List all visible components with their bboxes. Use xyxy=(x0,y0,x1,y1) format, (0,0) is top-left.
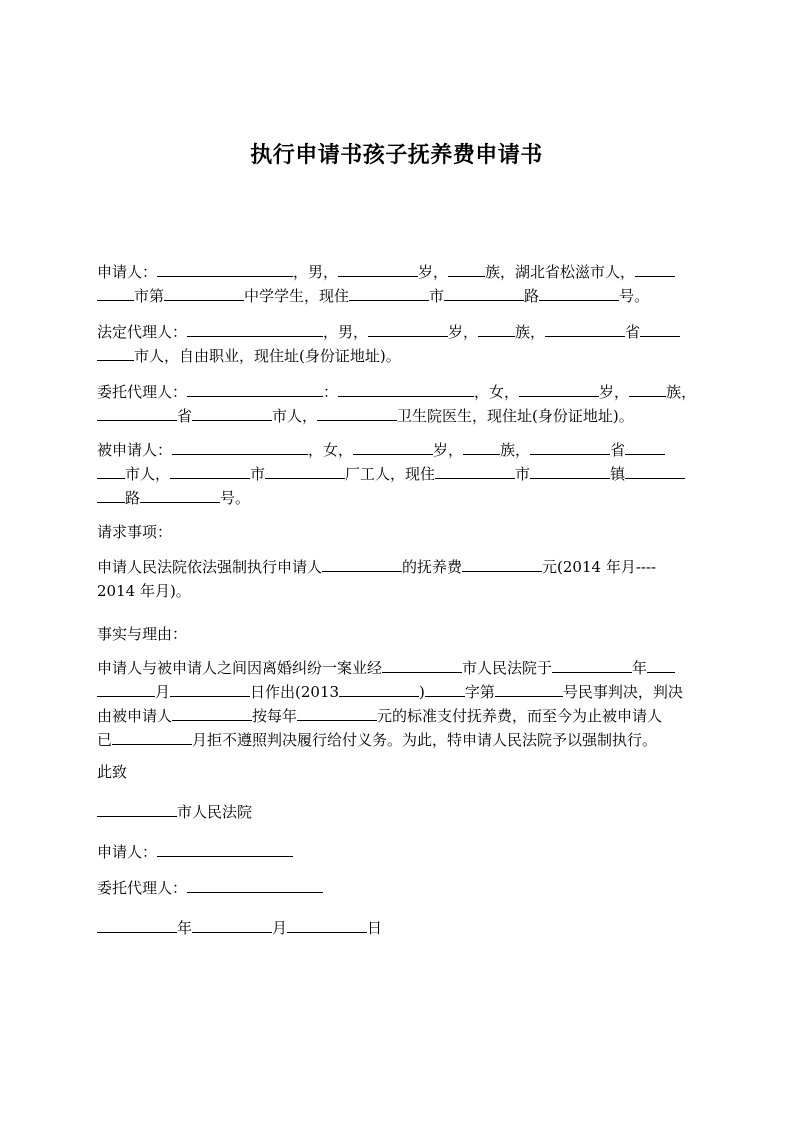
text: 族， xyxy=(515,323,546,341)
blank-field[interactable] xyxy=(647,657,675,673)
text: 号。 xyxy=(619,287,650,305)
blank-field[interactable] xyxy=(97,487,125,503)
blank-field[interactable] xyxy=(349,285,429,301)
blank-field[interactable] xyxy=(495,681,563,697)
agent-paragraph xyxy=(97,380,697,428)
legal-rep-paragraph xyxy=(97,320,697,368)
text: ) xyxy=(419,683,425,701)
text: 元(2014 年月---- xyxy=(542,558,657,576)
blank-field[interactable] xyxy=(164,285,244,301)
text: 省 xyxy=(177,407,193,425)
blank-field[interactable] xyxy=(478,321,515,337)
text: 镇 xyxy=(610,465,626,483)
text: ，男， xyxy=(323,323,369,341)
blank-field[interactable] xyxy=(519,381,599,397)
text: 字第 xyxy=(464,683,495,701)
applicant-label: 申请人： xyxy=(97,263,158,281)
document-title: 执行申请书孩子抚养费申请书 xyxy=(250,143,543,168)
blank-field[interactable] xyxy=(462,556,542,572)
blank-field[interactable] xyxy=(552,657,632,673)
text: 市 xyxy=(515,465,531,483)
text: 号。 xyxy=(220,489,251,507)
text: 元的标准支付抚养费，而至今为止被申请人 xyxy=(377,707,663,725)
blank-field[interactable] xyxy=(97,463,125,479)
day-label: 日 xyxy=(367,919,383,937)
text: 市 xyxy=(250,465,266,483)
blank-field[interactable] xyxy=(297,705,377,721)
text: 族，湖北省松滋市人， xyxy=(485,263,636,281)
blank-field[interactable] xyxy=(192,405,272,421)
text: ，女， xyxy=(308,441,354,459)
blank-field[interactable] xyxy=(425,681,465,697)
text: 省 xyxy=(610,441,626,459)
text: 按每年 xyxy=(252,707,298,725)
blank-field[interactable] xyxy=(530,439,610,455)
blank-field[interactable] xyxy=(463,439,500,455)
text: ： xyxy=(323,383,339,401)
blank-field[interactable] xyxy=(192,917,272,933)
blank-field[interactable] xyxy=(629,381,666,397)
blank-field[interactable] xyxy=(338,261,418,277)
text: 族， xyxy=(666,383,697,401)
applicant-paragraph xyxy=(97,260,697,308)
blank-field[interactable] xyxy=(97,405,177,421)
blank-field[interactable] xyxy=(625,439,665,455)
court-label: 市人民法院 xyxy=(177,803,253,821)
blank-field[interactable] xyxy=(635,261,675,277)
text: 号民事判决，判决 xyxy=(562,683,683,701)
text: 族， xyxy=(500,441,531,459)
legal-rep-label: 法定代理人： xyxy=(97,323,188,341)
blank-field[interactable] xyxy=(140,487,220,503)
text: 市人， xyxy=(272,407,318,425)
month-label: 月 xyxy=(272,919,288,937)
text: ，女， xyxy=(474,383,520,401)
blank-field[interactable] xyxy=(157,841,293,857)
year-label: 年 xyxy=(177,919,193,937)
agent-signature-label: 委托代理人： xyxy=(97,879,188,897)
blank-field[interactable] xyxy=(353,439,433,455)
blank-field[interactable] xyxy=(339,681,419,697)
text: 市第 xyxy=(134,287,165,305)
text: 岁， xyxy=(433,441,464,459)
court-line xyxy=(97,800,697,824)
blank-field[interactable] xyxy=(170,463,250,479)
blank-field[interactable] xyxy=(530,463,610,479)
text: 市人民法院于 xyxy=(462,659,553,677)
text: 省 xyxy=(625,323,641,341)
text: 申请人民法院依法强制执行申请人 xyxy=(97,558,323,576)
blank-field[interactable] xyxy=(368,321,448,337)
blank-field[interactable] xyxy=(448,261,485,277)
text: 日作出(2013 xyxy=(250,683,340,701)
claims-paragraph xyxy=(97,555,697,603)
blank-field[interactable] xyxy=(187,321,323,337)
applicant-signature-line xyxy=(97,840,697,864)
text: 卫生院医生，现住址(身份证地址)。 xyxy=(397,407,634,425)
blank-field[interactable] xyxy=(338,381,474,397)
text: 月拒不遵照判决履行给付义务。为此，特申请人民法院予以强制执行。 xyxy=(192,731,658,749)
text: 岁， xyxy=(599,383,630,401)
blank-field[interactable] xyxy=(545,321,625,337)
text: 路 xyxy=(125,489,141,507)
blank-field[interactable] xyxy=(157,261,293,277)
blank-field[interactable] xyxy=(265,463,345,479)
blank-field[interactable] xyxy=(112,729,192,745)
text: 厂工人，现住 xyxy=(345,465,436,483)
text: ，男， xyxy=(293,263,339,281)
agent-label: 委托代理人： xyxy=(97,383,188,401)
blank-field[interactable] xyxy=(97,917,177,933)
blank-field[interactable] xyxy=(322,556,402,572)
text: 路 xyxy=(524,287,540,305)
blank-field[interactable] xyxy=(97,801,177,817)
blank-field[interactable] xyxy=(172,705,252,721)
text: 市人， xyxy=(125,465,171,483)
blank-field[interactable] xyxy=(382,657,462,673)
blank-field[interactable] xyxy=(170,681,250,697)
claims-heading: 请求事项： xyxy=(97,523,173,541)
blank-field[interactable] xyxy=(539,285,619,301)
text: 岁， xyxy=(448,323,479,341)
text: 2014 年月)。 xyxy=(97,582,191,600)
blank-field[interactable] xyxy=(625,463,685,479)
blank-field[interactable] xyxy=(444,285,524,301)
blank-field[interactable] xyxy=(287,917,367,933)
blank-field[interactable] xyxy=(97,681,155,697)
blank-field[interactable] xyxy=(317,405,397,421)
text: 市 xyxy=(429,287,445,305)
applicant-signature-label: 申请人： xyxy=(97,843,158,861)
text: 岁， xyxy=(418,263,449,281)
text: 中学学生，现住 xyxy=(244,287,350,305)
text: 的抚养费 xyxy=(402,558,463,576)
text: 市人，自由职业，现住址(身份证地址)。 xyxy=(134,347,401,365)
text: 申请人与被申请人之间因离婚纠纷一案业经 xyxy=(97,659,383,677)
blank-field[interactable] xyxy=(97,345,134,361)
text: 月 xyxy=(155,683,171,701)
text: 已 xyxy=(97,731,113,749)
greeting: 此致 xyxy=(97,763,128,781)
blank-field[interactable] xyxy=(187,381,323,397)
respondent-label: 被申请人： xyxy=(97,441,173,459)
facts-paragraph xyxy=(97,656,697,752)
date-line xyxy=(97,916,697,940)
blank-field[interactable] xyxy=(640,321,680,337)
agent-signature-line xyxy=(97,876,697,900)
blank-field[interactable] xyxy=(172,439,308,455)
respondent-paragraph xyxy=(97,438,697,510)
text: 由被申请人 xyxy=(97,707,173,725)
blank-field[interactable] xyxy=(97,285,134,301)
blank-field[interactable] xyxy=(435,463,515,479)
text: 年 xyxy=(632,659,648,677)
blank-field[interactable] xyxy=(187,877,323,893)
facts-heading: 事实与理由： xyxy=(97,625,188,643)
